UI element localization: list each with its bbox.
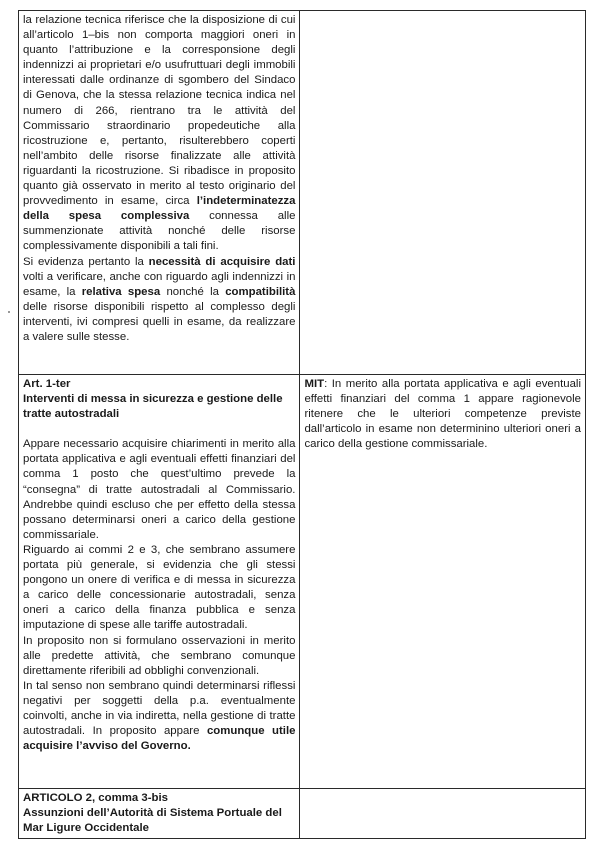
bold-run: compatibilità	[225, 285, 296, 298]
row3-right-cell	[300, 789, 586, 839]
row3-left-cell	[19, 789, 300, 839]
article-heading: Art. 1-ter	[23, 378, 71, 390]
text-run: la relazione tecnica riferisce che la disposizione di cui all’articolo 1–bis non comporta maggiori oneri in quanto l’attribuzione e la corresponsione degli indennizzi ai proprietari e/o usufruttuari degli immobili interessati dalle ordinanze di sgombero del Sindaco di Genova, che la stessa relazione tecnica indica nel numero di 266, rientrano tra le attività del Commissario straordinario propedeutiche alla ricostruzione e, pertanto, risulterebbero coperti nell’ambito delle risorse finalizzate alle attività riguardanti la ricostruzione. Si ribadisce in proposito quanto già osservato in merito al testo originario del provvedimento in esame, circa	[23, 14, 296, 208]
row2-left-cell	[19, 375, 300, 789]
scan-speck	[8, 311, 10, 313]
text-run: In tal senso non sembrano quindi determinarsi riflessi negativi per soggetti della p.a. eventualmente coinvolti, anche in via indiretta, nella gestione di tratte autostradali. In proposito appare	[23, 679, 296, 738]
text-run: Si evidenza pertanto la	[23, 255, 149, 268]
row2-right-cell	[300, 375, 586, 789]
text-run: : In merito alla portata applicativa e agli eventuali effetti finanziari del comma 1 appare ragionevole ritenere che le ulteriori competenze previste dall’articolo in esame non determinino ulteriori oneri a carico della gestione commissariale.	[304, 378, 581, 451]
mit-response	[304, 377, 581, 452]
article-title: Assunzioni dell’Autorità di Sistema Portuale del Mar Ligure Occidentale	[23, 807, 282, 835]
bold-run: comunque utile acquisire l’avviso del Governo.	[23, 725, 296, 753]
bold-run: MIT	[304, 378, 325, 390]
row1-right-cell	[300, 11, 586, 375]
text-run: nonché la	[160, 285, 226, 298]
row1-left-cell	[19, 11, 300, 375]
bold-run: relativa spesa	[81, 285, 161, 298]
table-row	[19, 789, 586, 839]
row2-paragraph-1: Appare necessario acquisire chiarimenti in merito alla portata applicativa e agli eventuali effetti finanziari del comma 1 posto che quest’ultimo prevede la “consegna” di tratte autostradali al Commissario. Andrebbe quindi escluso che per effetto della stessa possano determinarsi oneri a carico della gestione commissariale.	[23, 438, 296, 541]
table-row	[19, 11, 586, 375]
text-run: volti a verificare, anche con riguardo agli indennizzi in esame, la	[23, 270, 296, 298]
article-title: Interventi di messa in sicurezza e gestione delle tratte autostradali	[23, 393, 283, 421]
row1-paragraph-1	[23, 13, 295, 255]
text-run: delle risorse disponibili rispetto al complesso degli interventi, ivi compresi quelli in esame, da realizzare a valere sulle stesse.	[23, 300, 296, 343]
table-row	[19, 375, 586, 789]
article-heading: ARTICOLO 2, comma 3-bis	[23, 792, 168, 804]
row2-paragraph-2: Riguardo ai commi 2 e 3, che sembrano assumere portata più generale, si evidenzia che gli stessi pongono un onere di verifica e di messa in sicurezza a carico delle concessionarie autostradali, senza oneri a carico della finanza pubblica e senza imputazione di spese alle tariffe autostradali.	[23, 543, 296, 632]
bold-run: necessità di acquisire dati	[148, 255, 296, 268]
document-table	[18, 10, 586, 839]
row2-paragraph-3: In proposito non si formulano osservazioni in merito alle predette attività, che sembrano comunque direttamente riferibili ad obblighi convenzionali.	[23, 634, 296, 677]
row2-paragraph-4	[23, 679, 295, 754]
row1-paragraph-2	[23, 255, 295, 346]
bold-run: l’indeterminatezza della spesa complessiva	[23, 195, 296, 223]
text-run: connessa alle summenzionate attività nonché delle risorse complessivamente disponibili a tali fini.	[23, 210, 296, 253]
